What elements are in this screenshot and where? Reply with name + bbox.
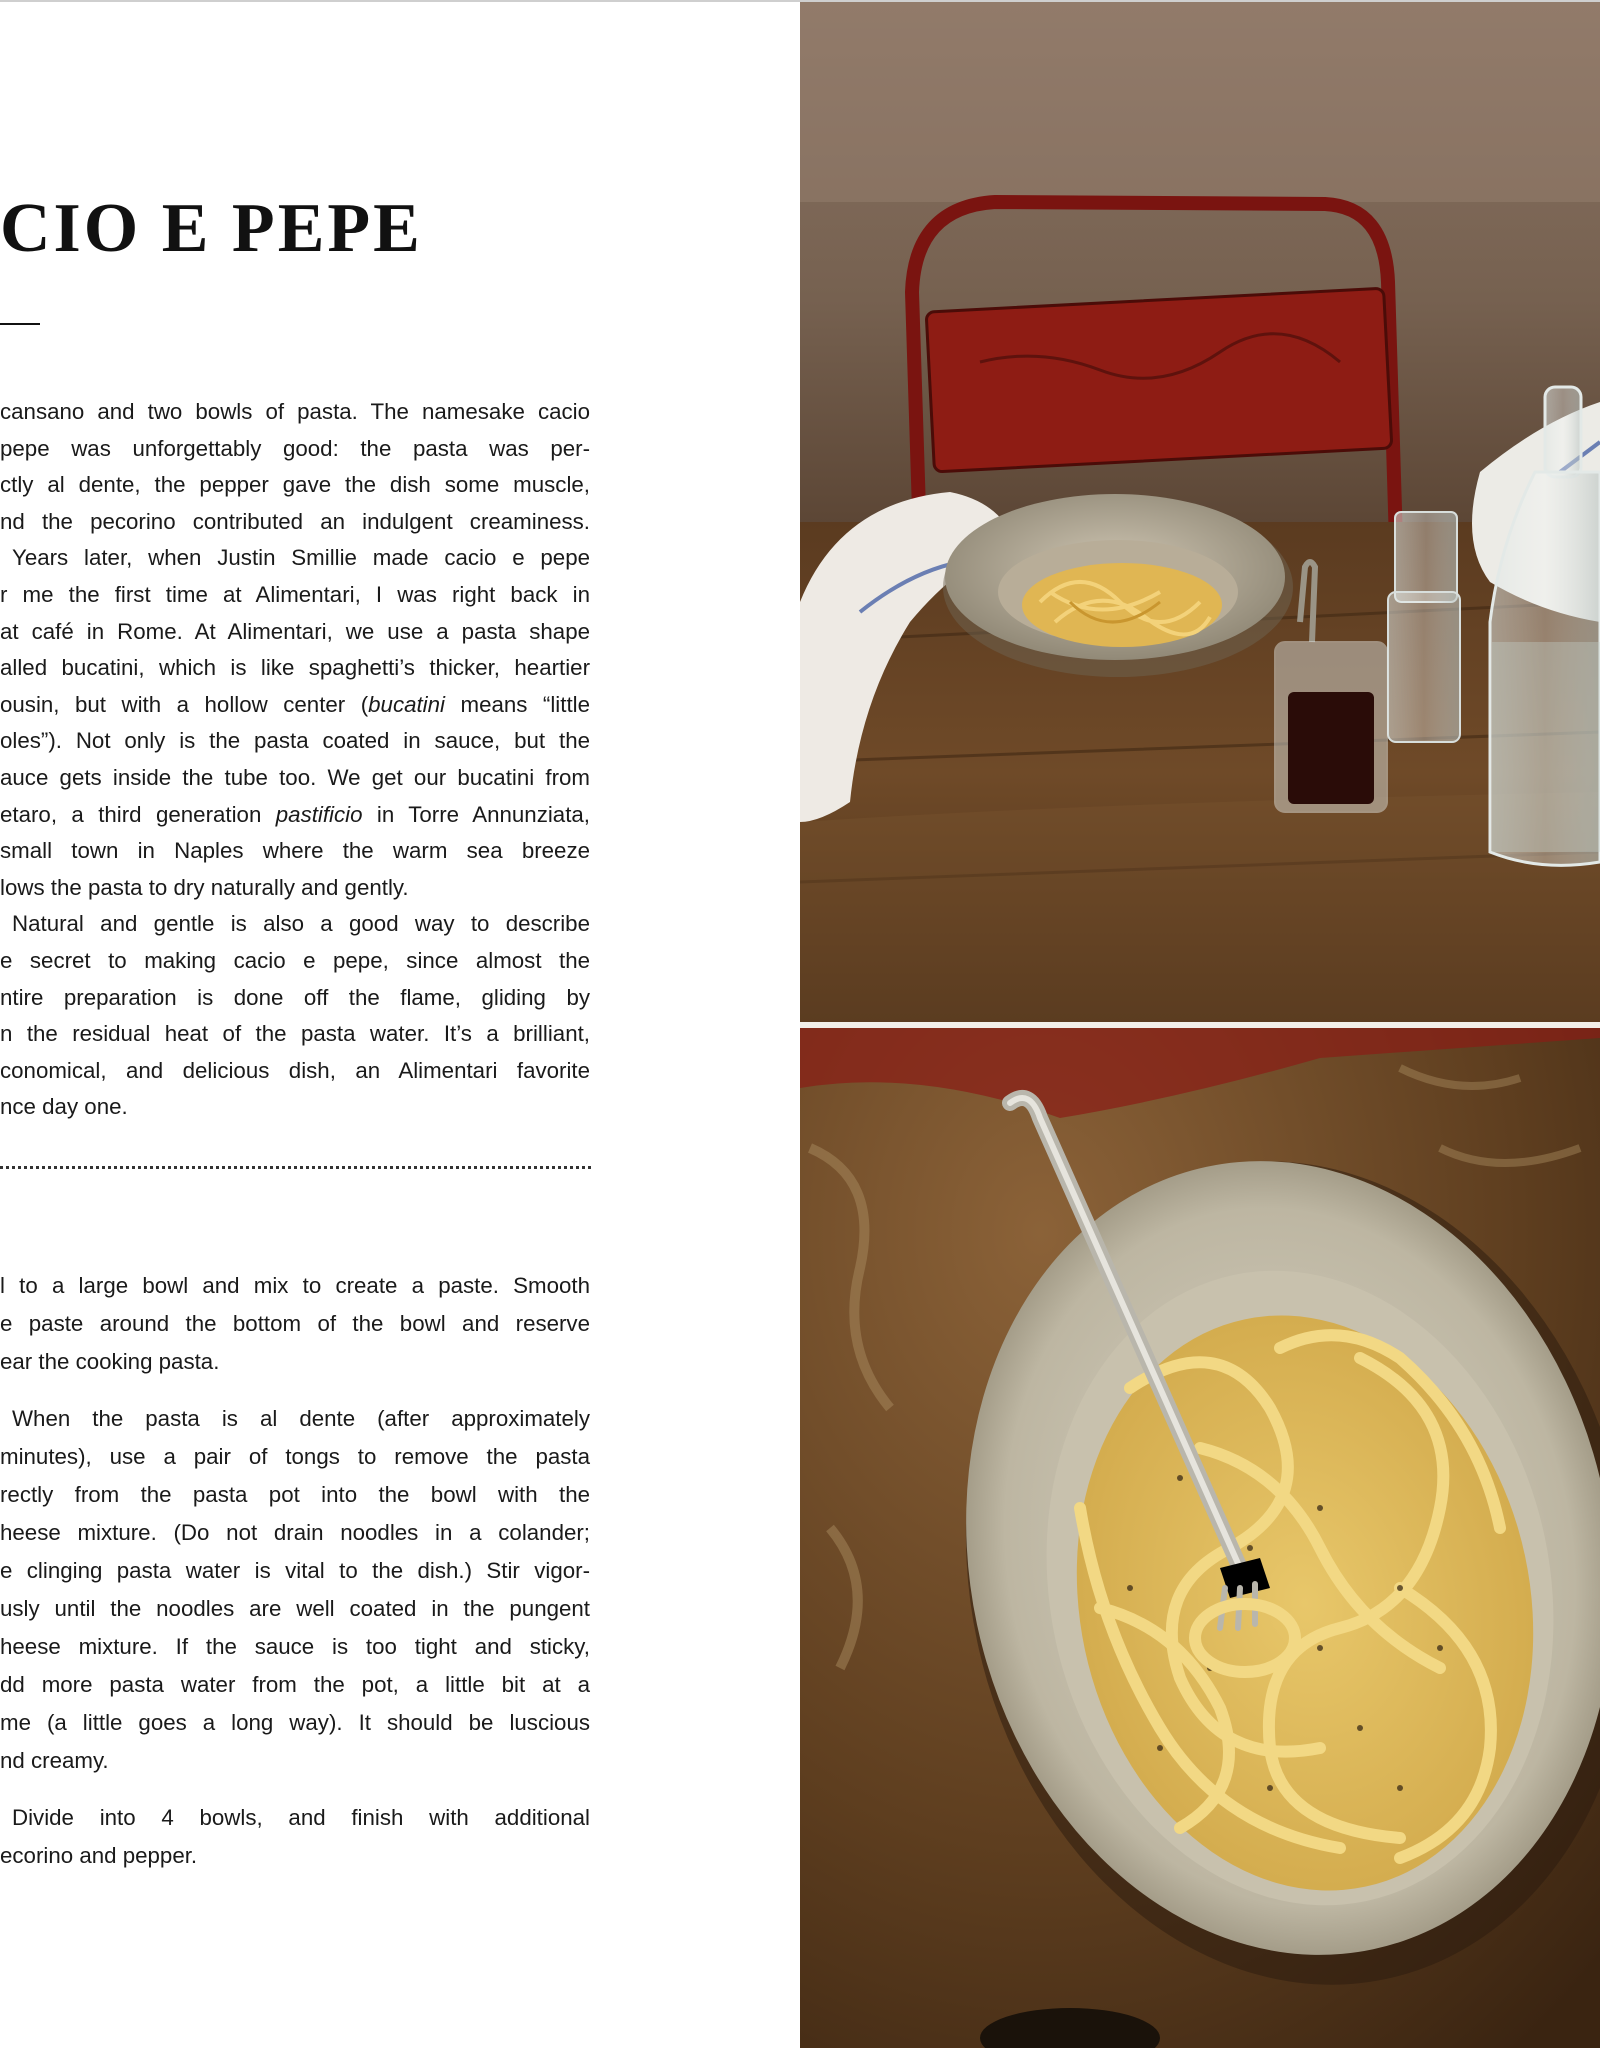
closeup-illustration	[800, 1028, 1600, 2048]
intro-line: small town in Naples where the warm sea breeze	[0, 838, 590, 863]
intro-line: Years later, when Justin Smillie made cacio e pepe	[12, 545, 590, 570]
recipe-title: CIO E PEPE	[0, 190, 423, 267]
intro-line: cansano and two bowls of pasta. The namesake cacio	[0, 399, 590, 424]
intro-line: ctly al dente, the pepper gave the dish some muscle,	[0, 472, 590, 497]
step-line: e paste around the bottom of the bowl and reserve	[0, 1311, 590, 1336]
wall-light	[800, 2, 1600, 202]
intro-line: lows the pasta to dry naturally and gently.	[0, 875, 409, 900]
intro-line: at café in Rome. At Alimentari, we use a pasta shape	[0, 619, 590, 644]
step-line: me (a little goes a long way). It should be luscious	[0, 1710, 590, 1735]
intro-line: r me the first time at Alimentari, I was right back in	[0, 582, 590, 607]
intro-line: alled bucatini, which is like spaghetti’s thicker, heartier	[0, 655, 590, 680]
step-line: When the pasta is al dente (after approximately	[12, 1406, 590, 1431]
photo-page	[800, 0, 1600, 2048]
intro-line: nce day one.	[0, 1094, 128, 1119]
table-setting-illustration	[800, 2, 1600, 1024]
step-line: l to a large bowl and mix to create a paste. Smooth	[0, 1273, 590, 1298]
intro-line: ousin, but with a hollow center (bucatini means “little	[0, 692, 590, 717]
intro-line: n the residual heat of the pasta water. It’s a brilliant,	[0, 1021, 590, 1046]
intro-line: etaro, a third generation pastificio in Torre Annunziata,	[0, 802, 590, 827]
step-line: ear the cooking pasta.	[0, 1349, 220, 1374]
intro-line: nd the pecorino contributed an indulgent creaminess.	[0, 509, 590, 534]
intro-line: pepe was unforgettably good: the pasta was per-	[0, 436, 590, 461]
step-line: e clinging pasta water is vital to the dish.) Stir vigor-	[0, 1558, 590, 1583]
pasta-bowl	[943, 494, 1293, 677]
intro-line: oles”). Not only is the pasta coated in sauce, but the	[0, 728, 590, 753]
step-line: ecorino and pepper.	[0, 1843, 198, 1868]
intro-line: e secret to making cacio e pepe, since almost the	[0, 948, 590, 973]
table-setting-photo	[800, 2, 1600, 1024]
wine-glass	[1275, 642, 1387, 812]
step-line: dd more pasta water from the pot, a little bit at a	[0, 1672, 590, 1697]
water-glasses	[1388, 512, 1460, 742]
step-line: usly until the noodles are well coated in the pungent	[0, 1596, 590, 1621]
intro-line: conomical, and delicious dish, an Alimentari favorite	[0, 1058, 590, 1083]
intro-line: auce gets inside the tube too. We get our bucatini from	[0, 765, 590, 790]
step-line: heese mixture. If the sauce is too tight and sticky,	[0, 1634, 590, 1659]
intro-line: Natural and gentle is also a good way to describe	[12, 911, 590, 936]
step-line: rectly from the pasta pot into the bowl with the	[0, 1482, 590, 1507]
method-steps	[0, 2, 590, 1902]
step-line: heese mixture. (Do not drain noodles in a colander;	[0, 1520, 590, 1545]
intro-line: ntire preparation is done off the flame, gliding by	[0, 985, 590, 1010]
step-line: Divide into 4 bowls, and finish with additional	[12, 1805, 590, 1830]
cacio-e-pepe-closeup-photo	[800, 1028, 1600, 2048]
step-line: minutes), use a pair of tongs to remove the pasta	[0, 1444, 590, 1469]
step-line: nd creamy.	[0, 1748, 109, 1773]
